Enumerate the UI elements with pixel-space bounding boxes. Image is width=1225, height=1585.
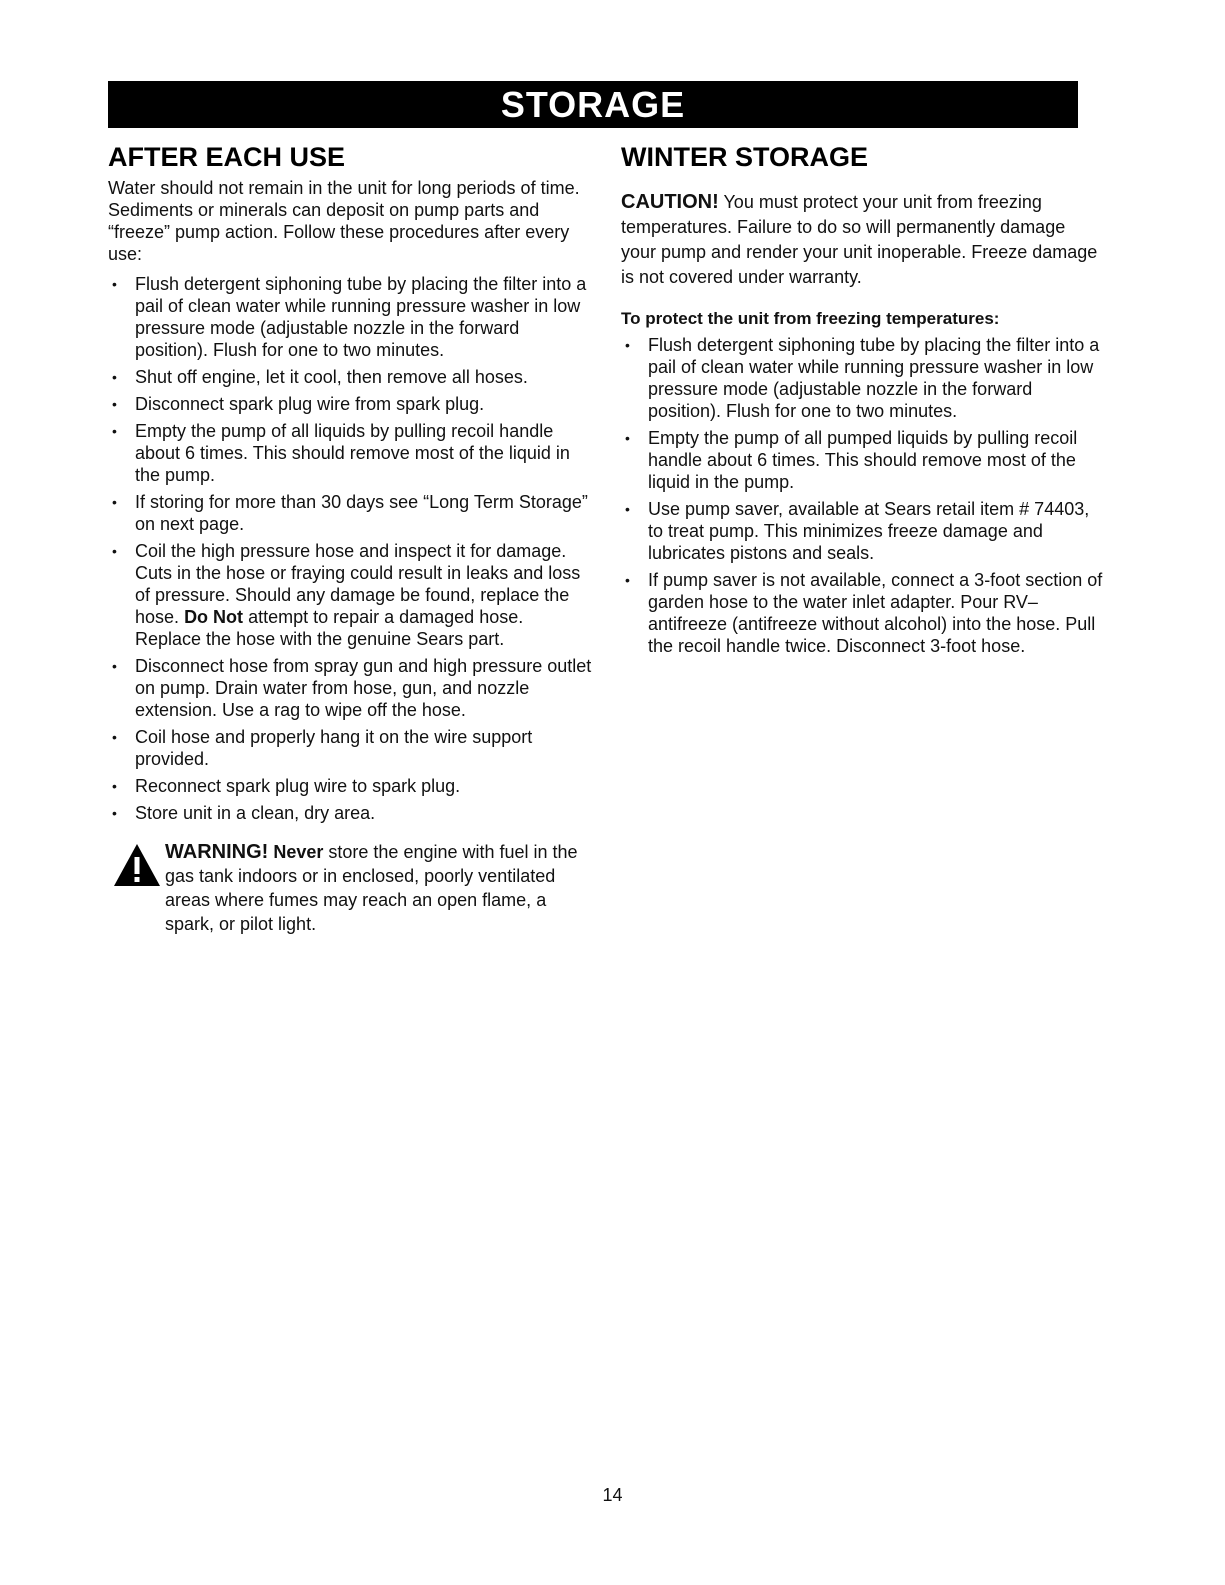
warning-label: WARNING!: [165, 841, 269, 863]
caution-notice: [621, 190, 1103, 290]
after-each-use-heading: AFTER EACH USE: [108, 142, 346, 172]
list-item: • Disconnect hose from spray gun and high pressure outlet on pump. Drain water from hose, gun, and nozzle extension. Use a rag to wipe off the hose.: [112, 656, 592, 720]
after-each-use-list: [108, 273, 592, 824]
winter-storage-heading: WINTER STORAGE: [621, 142, 869, 172]
page-number: 14: [602, 1485, 623, 1505]
bullet-icon: •: [112, 276, 117, 292]
list-item: • Store unit in a clean, dry area.: [112, 803, 376, 823]
bullet-icon: •: [112, 729, 117, 745]
caution-label: CAUTION!: [621, 191, 719, 213]
warning-notice: [108, 840, 592, 936]
bullet-icon: •: [112, 423, 117, 439]
bullet-icon: •: [625, 337, 630, 353]
list-item: • If storing for more than 30 days see “Long Term Storage” on next page.: [112, 492, 588, 534]
list-item: • Empty the pump of all liquids by pulling recoil handle about 6 times. This should remove most of the liquid in the pump.: [112, 421, 570, 485]
warning-text: store the engine with fuel in the gas tank indoors or in enclosed, poorly ventilated areas where fumes may reach an open flame, a spark, or pilot light.: [165, 842, 578, 934]
list-item: • Flush detergent siphoning tube by placing the filter into a pail of clean water while running pressure washer in low pressure mode (adjustable nozzle in the forward position). Flush for one to two minutes.: [112, 274, 587, 360]
list-item: • Disconnect spark plug wire from spark plug.: [112, 394, 485, 414]
after-each-use-intro: Water should not remain in the unit for long periods of time. Sediments or minerals can deposit on pump parts and “freeze” pump action. Follow these procedures after every use:: [108, 178, 580, 264]
bullet-icon: •: [625, 572, 630, 588]
bullet-icon: •: [625, 430, 630, 446]
list-item: • Use pump saver, available at Sears retail item # 74403, to treat pump. This minimizes freeze damage and lubricates pistons and seals.: [625, 499, 1090, 563]
bullet-icon: •: [112, 658, 117, 674]
winter-storage-list: [621, 334, 1103, 657]
bullet-icon: •: [112, 396, 117, 412]
list-item: • Reconnect spark plug wire to spark plug.: [112, 776, 461, 796]
winter-storage-subheading: To protect the unit from freezing temperatures:: [621, 309, 1000, 328]
winter-storage-section: [621, 140, 1103, 662]
list-item: • Empty the pump of all pumped liquids by pulling recoil handle about 6 times. This should remove most of the liquid in the pump.: [625, 428, 1078, 492]
do-not-emphasis: Do Not: [184, 607, 244, 627]
bullet-icon: •: [625, 501, 630, 517]
list-item: • If pump saver is not available, connect a 3-foot section of garden hose to the water inlet adapter. Pour RV–antifreeze (antifreeze without alcohol) into the hose. Pull the recoil handle twice. Disconnect 3-foot hose.: [625, 570, 1103, 656]
list-item: • Shut off engine, let it cool, then remove all hoses.: [112, 367, 528, 387]
bullet-icon: •: [112, 494, 117, 510]
bullet-icon: •: [112, 369, 117, 385]
caution-text: You must protect your unit from freezing temperatures. Failure to do so will permanently damage your pump and render your unit inoperable. Freeze damage is not covered under warranty.: [621, 192, 1098, 287]
after-each-use-section: [108, 140, 592, 936]
bullet-icon: •: [112, 778, 117, 794]
never-emphasis: Never: [273, 842, 324, 862]
list-item: • Coil the high pressure hose and inspect it for damage. Cuts in the hose or fraying could result in leaks and loss of pressure. Should any damage be found, replace the hose. Do Not attempt to repair a damaged hose. Replace the hose with the genuine Sears part.: [112, 541, 581, 649]
bullet-icon: •: [112, 805, 117, 821]
list-item: • Flush detergent siphoning tube by placing the filter into a pail of clean water while running pressure washer in low pressure mode (adjustable nozzle in the forward position). Flush for one to two minutes.: [625, 335, 1100, 421]
banner-title: STORAGE: [500, 84, 686, 125]
bullet-icon: •: [112, 543, 117, 559]
list-item: • Coil hose and properly hang it on the wire support provided.: [112, 727, 533, 769]
section-banner: [108, 81, 1078, 128]
warning-triangle-icon: [113, 843, 161, 887]
